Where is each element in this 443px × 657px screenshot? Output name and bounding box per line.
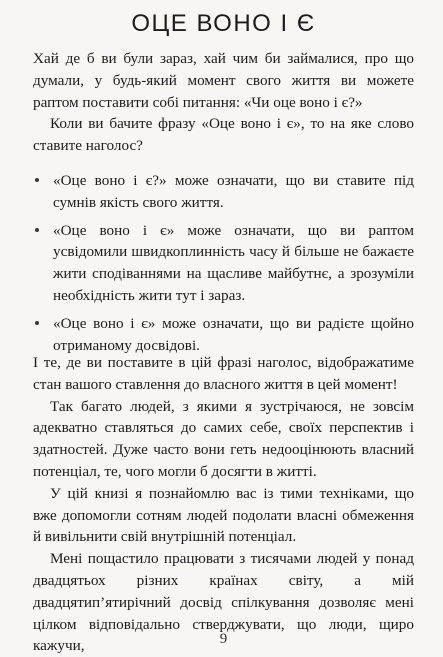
page-number: 9 [219,631,228,647]
list-item [53,313,414,357]
list-item-text: «Оце воно і є» може означати, що ви раптом усвідомили швидкоплинність часу й більше не бажаєте жити сподіваннями на щасливе майбутнє, а зрозуміли необхідність жити тут і зараз. [53,221,414,304]
body-section [33,352,414,657]
body-paragraph-4: Мені пощастило працювати з тисячами людей у понад двадцятьох різних країнах світу, а мій двадцятип’ятирічний досвід спілкування дозволяє мені цілком відповідально стверджувати, що люди, щиро кажучи, [33,550,414,655]
intro-paragraph-1: Хай де б ви були зараз, хай чим би займалися, про що думали, у будь-який момент свого життя ви можете раптом поставити собі питання: «Чи оце воно і є?» [33,50,414,111]
book-page [33,0,414,655]
chapter-title: ОЦЕ ВОНО І Є [131,10,316,37]
list-item [53,170,414,214]
bullet-icon [35,321,39,325]
list-item [53,220,414,307]
body-paragraph-2: Так багато людей, з якими я зустрічаюся, не зовсім адекватно ставляться до самих себе, своїх перспектив і здатностей. Дуже часто вони геть недооцінюють власний потенціал, те, чого могли б досягти в житті. [33,397,414,480]
list-item-text: «Оце воно і є?» може означати, що ви ставите під сумнів якість свого життя. [53,171,414,211]
body-paragraph-3: У цій книзі я познайомлю вас із тими техніками, що вже допомогли сотням людей подолати власні обмеження й вивільнити свій внутрішній потенціал. [33,484,414,546]
bullet-icon [35,228,39,232]
meaning-list [33,170,414,356]
body-paragraph-1: І те, де ви поставите в цій фразі наголос, відображатиме стан вашого ставлення до власного життя в цей момент! [33,354,414,393]
bullet-icon [35,178,39,182]
intro-paragraph-2: Коли ви бачите фразу «Оце воно і є», то на яке слово ставите наголос? [33,115,414,155]
intro-section [33,48,414,362]
list-item-text: «Оце воно і є» може означати, що ви радієте щойно отриманому досвідові. [53,314,414,354]
